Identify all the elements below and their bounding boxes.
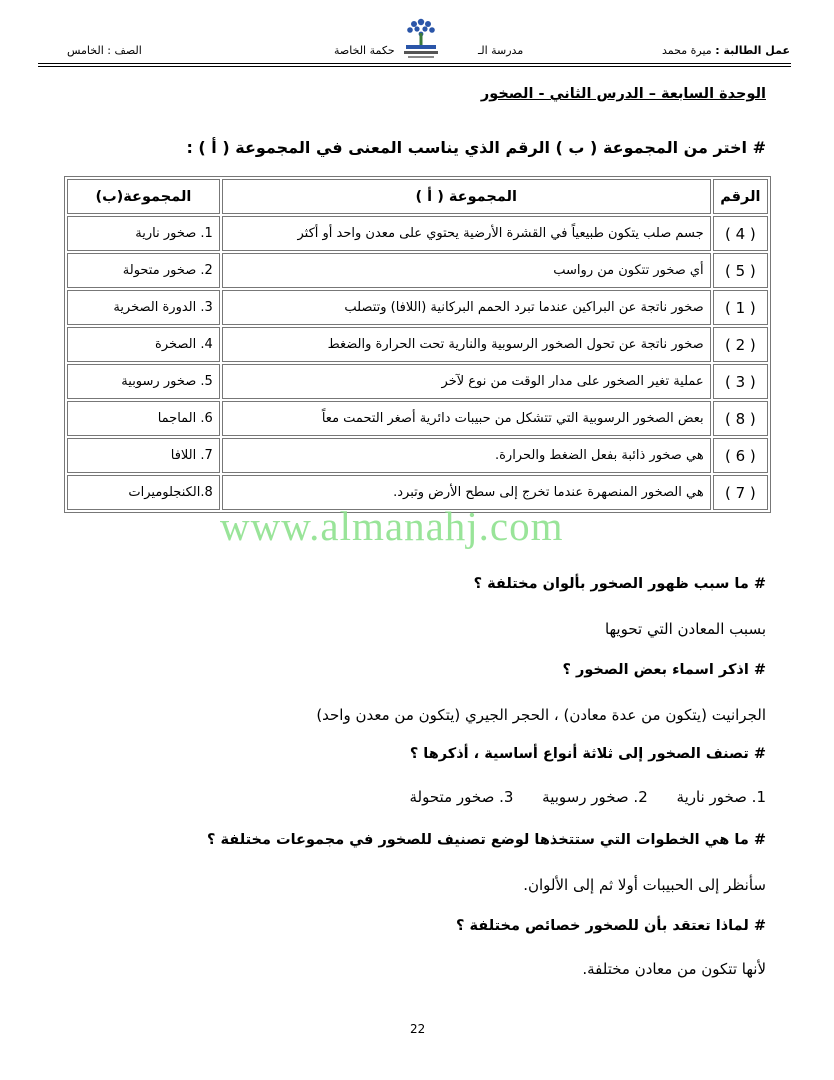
table-row	[67, 327, 768, 362]
rock-type-metamorphic: 3. صخور متحولة	[409, 788, 514, 806]
page-number: 22	[410, 1022, 426, 1036]
table-row	[67, 401, 768, 436]
header-group-a: المجموعة ( أ )	[222, 179, 711, 214]
student-label: عمل الطالبة :	[715, 44, 790, 57]
answer-2: الجرانيت (يتكون من عدة معادن) ، الحجر الجيري (يتكون من معدن واحد)	[316, 706, 766, 724]
answer-4: سأنظر إلى الحبيبات أولا ثم إلى الألوان.	[523, 876, 766, 894]
table-row	[67, 290, 768, 325]
answer-number: ( 3 )	[713, 364, 768, 399]
unit-title: الوحدة السابعة – الدرس الثاني - الصخور	[480, 86, 766, 102]
header-divider-2	[38, 66, 791, 67]
question-2: # اذكر اسماء بعض الصخور ؟	[562, 662, 766, 678]
question-1: # ما سبب ظهور الصخور بألوان مختلفة ؟	[473, 576, 766, 592]
group-b-term: 4. الصخرة	[67, 327, 220, 362]
group-a-definition: هي صخور ذائبة بفعل الضغط والحرارة.	[222, 438, 711, 473]
school-logo	[402, 14, 440, 64]
answer-number: ( 7 )	[713, 475, 768, 510]
answer-number: ( 4 )	[713, 216, 768, 251]
group-a-definition: أي صخور تتكون من رواسب	[222, 253, 711, 288]
answer-number: ( 5 )	[713, 253, 768, 288]
watermark: www.almanahj.com	[220, 503, 564, 549]
rock-type-sedimentary: 2. صخور رسوبية	[542, 788, 648, 806]
school-name-part1: مدرسة الـ	[478, 44, 524, 57]
table-row	[67, 253, 768, 288]
group-a-definition: صخور ناتجة عن تحول الصخور الرسوبية والنارية تحت الحرارة والضغط	[222, 327, 711, 362]
group-a-definition: عملية تغير الصخور على مدار الوقت من نوع لآخر	[222, 364, 711, 399]
student-info	[662, 44, 790, 57]
matching-table	[64, 176, 771, 513]
header-group-b: المجموعة(ب)	[67, 179, 220, 214]
answer-5: لأنها تتكون من معادن مختلفة.	[582, 960, 766, 978]
table-row	[67, 438, 768, 473]
answer-number: ( 1 )	[713, 290, 768, 325]
question-4: # ما هي الخطوات التي ستتخذها لوضع تصنيف للصخور في مجموعات مختلفة ؟	[207, 832, 766, 848]
student-name: ميرة محمد	[662, 44, 712, 57]
school-name-part2: حكمة الخاصة	[334, 44, 395, 57]
table-row	[67, 364, 768, 399]
header-number: الرقم	[713, 179, 768, 214]
answer-number: ( 8 )	[713, 401, 768, 436]
group-a-definition: بعض الصخور الرسوبية التي تتشكل من حبيبات دائرية أصغر التحمت معاً	[222, 401, 711, 436]
group-b-term: 8.الكنجلوميرات	[67, 475, 220, 510]
group-b-term: 2. صخور متحولة	[67, 253, 220, 288]
table-header-row	[67, 179, 768, 214]
table-row	[67, 216, 768, 251]
rock-type-igneous: 1. صخور نارية	[676, 788, 766, 806]
group-b-term: 5. صخور رسوبية	[67, 364, 220, 399]
header-divider	[38, 63, 791, 64]
answer-number: ( 2 )	[713, 327, 768, 362]
matching-question-title: # اختر من المجموعة ( ب ) الرقم الذي يناسب المعنى في المجموعة ( أ ) :	[186, 138, 766, 157]
answer-1: بسبب المعادن التي تحويها	[604, 620, 766, 638]
answer-number: ( 6 )	[713, 438, 768, 473]
group-a-definition: هي الصخور المنصهرة عندما تخرج إلى سطح الأرض وتبرد.	[222, 475, 711, 510]
group-a-definition: صخور ناتجة عن البراكين عندما تبرد الحمم البركانية (اللافا) وتتصلب	[222, 290, 711, 325]
group-b-term: 3. الدورة الصخرية	[67, 290, 220, 325]
rock-types-answer	[386, 788, 766, 806]
question-5: # لماذا تعتقد بأن للصخور خصائص مختلفة ؟	[456, 918, 766, 934]
grade-label: الصف : الخامس	[67, 44, 142, 57]
group-b-term: 1. صخور نارية	[67, 216, 220, 251]
group-b-term: 7. اللافا	[67, 438, 220, 473]
group-b-term: 6. الماجما	[67, 401, 220, 436]
question-3: # تصنف الصخور إلى ثلاثة أنواع أساسية ، أذكرها ؟	[409, 746, 766, 762]
group-a-definition: جسم صلب يتكون طبيعياً في القشرة الأرضية يحتوي على معدن واحد أو أكثر	[222, 216, 711, 251]
